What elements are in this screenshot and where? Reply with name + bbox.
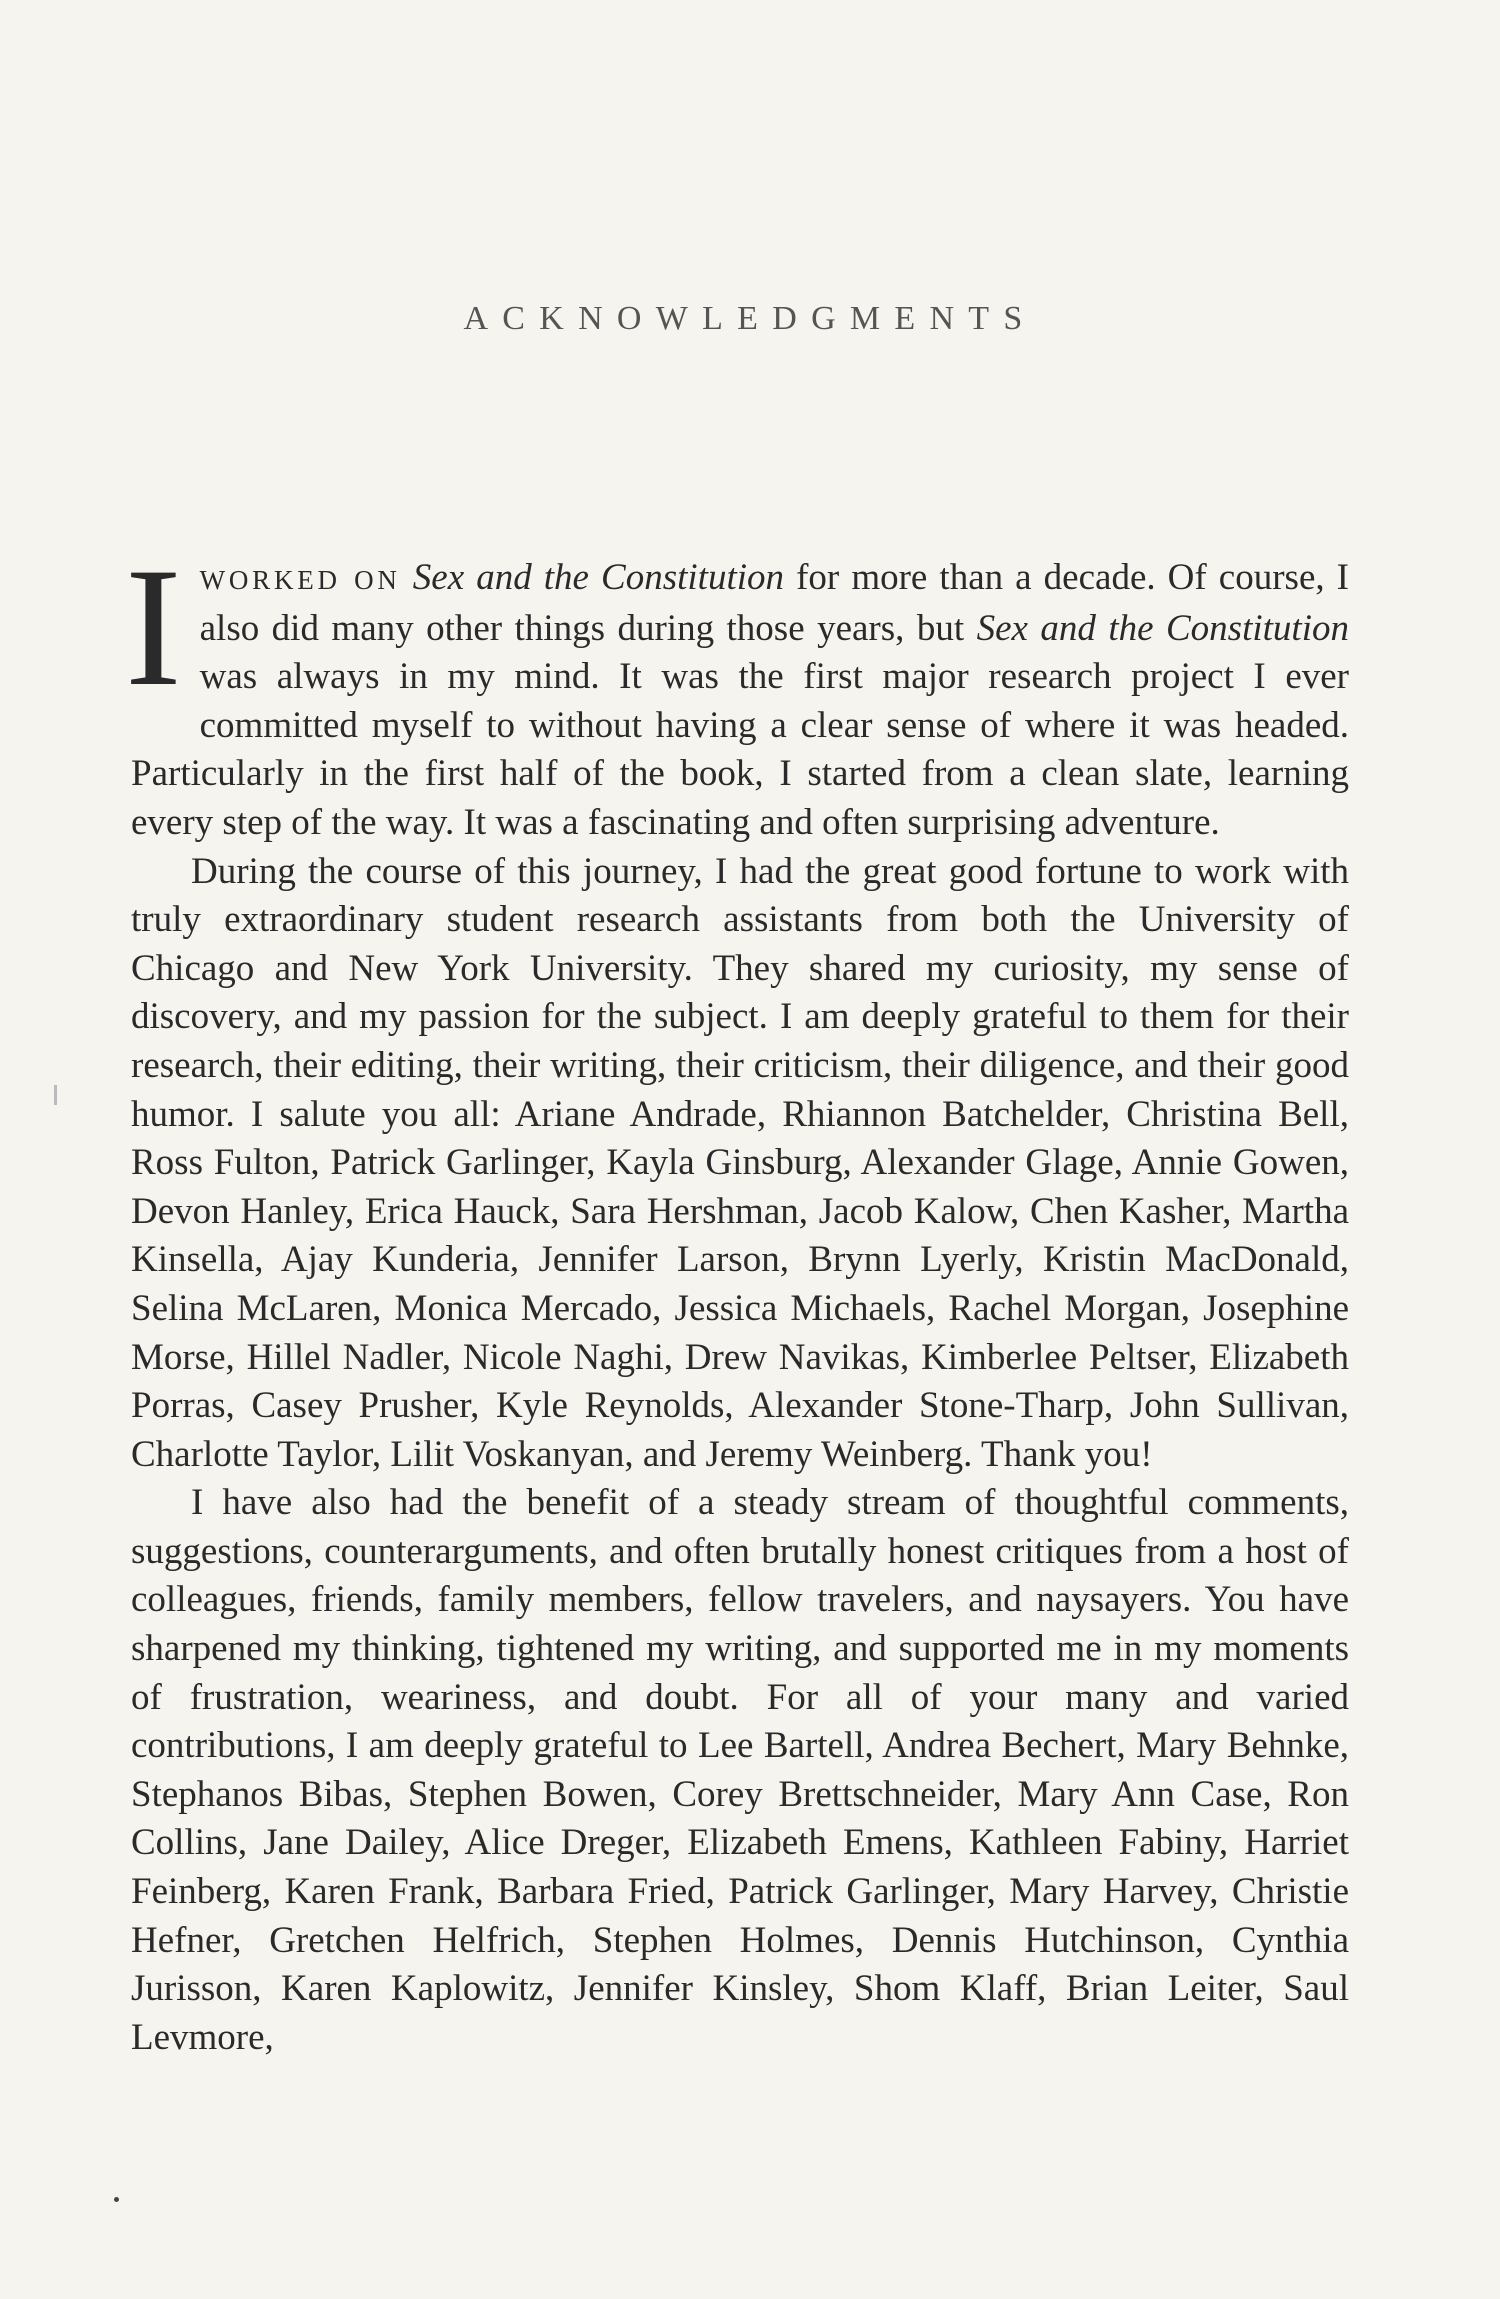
book-title: Sex and the Constitution [976,607,1349,649]
margin-dot [114,2197,119,2202]
paragraph-1-text-b: was always in my mind. It was the first major research project I ever committed myself to without having a clear sense of where it was headed. Particularly in the first half of the book, I started from a clean slate, learning every step of the way. It was a fascinating and often surprising adventure. [131,656,1349,843]
paragraph-2: During the course of this journey, I had the great good fortune to work with truly extraordinary student research assistants from both the University of Chicago and New York University. They shared my curiosity, my sense of discovery, and my passion for the subject. I am deeply grateful to them for their research, their editing, their writing, their criticism, their diligence, and their good humor. I salute you all: Ariane Andrade, Rhiannon Batchelder, Christina Bell, Ross Fulton, Patrick Garlinger, Kayla Ginsburg, Alexander Glage, Annie Gowen, Devon Hanley, Erica Hauck, Sara Hershman, Jacob Kalow, Chen Kasher, Martha Kinsella, Ajay Kunderia, Jennifer Larson, Brynn Lyerly, Kristin MacDonald, Selina McLaren, Monica Mercado, Jessica Michaels, Rachel Morgan, Josephine Morse, Hillel Nadler, Nicole Naghi, Drew Navikas, Kimberlee Peltser, Elizabeth Porras, Casey Prusher, Kyle Reynolds, Alexander Stone-Tharp, John Sullivan, Charlotte Taylor, Lilit Voskanyan, and Jeremy Weinberg. Thank you! [131,850,1349,1475]
opening-small-caps: WORKED ON [199,565,401,595]
paragraph-1 [125,533,1350,848]
paragraph-1-text-a: for more than a decade. Of course, I also did many other things during those years, but [199,557,1350,649]
chapter-heading: ACKNOWLEDGMENTS [463,300,1037,337]
margin-mark [54,1085,57,1105]
body-text [125,533,1350,2062]
drop-cap: I [125,533,182,721]
paragraph-3: I have also had the benefit of a steady stream of thoughtful comments, suggestions, counterarguments, and often brutally honest critiques from a host of colleagues, friends, family members, fellow travelers, and naysayers. You have sharpened my thinking, tightened my writing, and supported me in my moments of frustration, weariness, and doubt. For all of your many and varied contributions, I am deeply grateful to Lee Bartell, Andrea Bechert, Mary Behnke, Stephanos Bibas, Stephen Bowen, Corey Brettschneider, Mary Ann Case, Ron Collins, Jane Dailey, Alice Dreger, Elizabeth Emens, Kathleen Fabiny, Harriet Feinberg, Karen Frank, Barbara Fried, Patrick Garlinger, Mary Harvey, Christie Hefner, Gretchen Helfrich, Stephen Holmes, Dennis Hutchinson, Cynthia Jurisson, Karen Kaplowitz, Jennifer Kinsley, Shom Klaff, Brian Leiter, Saul Levmore, [131,1482,1349,2058]
book-title: Sex and the Constitution [412,557,785,598]
